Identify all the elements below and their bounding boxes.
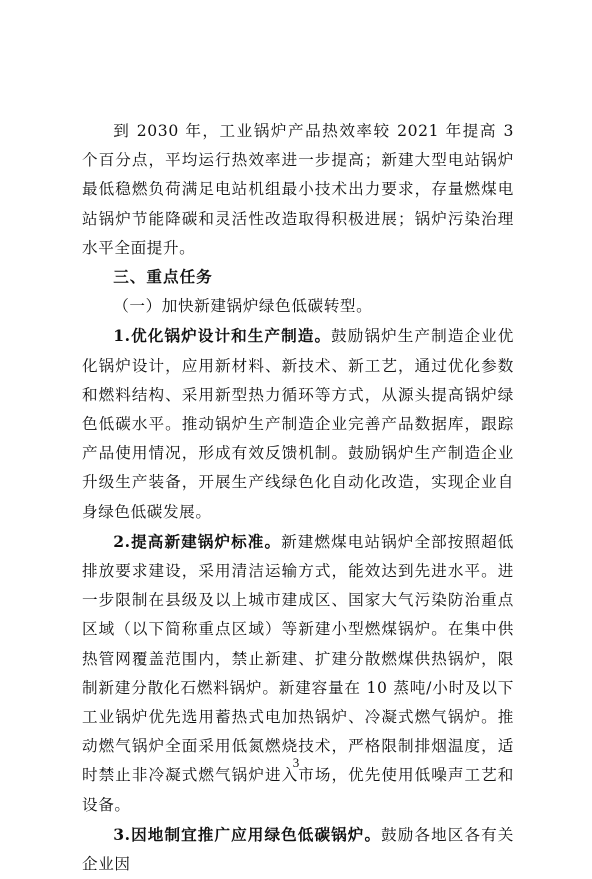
section-heading: 三、重点任务: [113, 268, 213, 287]
item-3-paragraph: [82, 820, 514, 879]
item-1-body: 鼓励锅炉生产制造企业优化锅炉设计，应用新材料、新技术、新工艺，通过优化参数和燃料结构、采用新型热力循环等方式，从源头提高锅炉绿色低碳水平。推动锅炉生产制造企业完善产品数据库，跟踪产品使用情况，形成有效反馈机制。鼓励锅炉生产制造企业升级生产装备，开展生产线绿色化自动化改造，实现企业自身绿色低碳发展。: [82, 327, 514, 521]
item-2-body: 新建燃煤电站锅炉全部按照超低排放要求建设，采用清洁运输方式，能效达到先进水平。进一步限制在县级及以上城市建成区、国家大气污染防治重点区域（以下简称重点区域）等新建小型燃煤锅炉。在集中供热管网覆盖范围内，禁止新建、扩建分散燃煤供热锅炉，限制新建分散化石燃料锅炉。新建容量在 10 蒸吨/小时及以下工业锅炉优先选用蓄热式电加热锅炉、冷凝式燃气锅炉。推动燃气锅炉全面采用低氮燃烧技术，严格限制排烟温度，适时禁止非冷凝式燃气锅炉进入市场，优先使用低噪声工艺和设备。: [82, 532, 514, 814]
page-number: 3: [292, 755, 300, 770]
item-3-body: 鼓励各地区各有关企业因: [82, 825, 514, 874]
item-2-lead: 2.提高新建锅炉标准。: [113, 531, 282, 551]
item-2-paragraph: [82, 527, 514, 820]
sub-heading: （一）加快新建锅炉绿色低碳转型。: [113, 297, 373, 316]
intro-paragraph: 到 2030 年，工业锅炉产品热效率较 2021 年提高 3 个百分点，平均运行热效率进一步提高；新建大型电站锅炉最低稳燃负荷满足电站机组最小技术出力要求，存量燃煤电站锅炉节能降碳和灵活性改造取得积极进展；锅炉污染治理水平全面提升。: [82, 122, 514, 257]
item-1-lead: 1.优化锅炉设计和生产制造。: [113, 326, 332, 346]
item-1-paragraph: [82, 321, 514, 526]
item-3-lead: 3.因地制宜推广应用绿色低碳锅炉。: [113, 824, 382, 844]
